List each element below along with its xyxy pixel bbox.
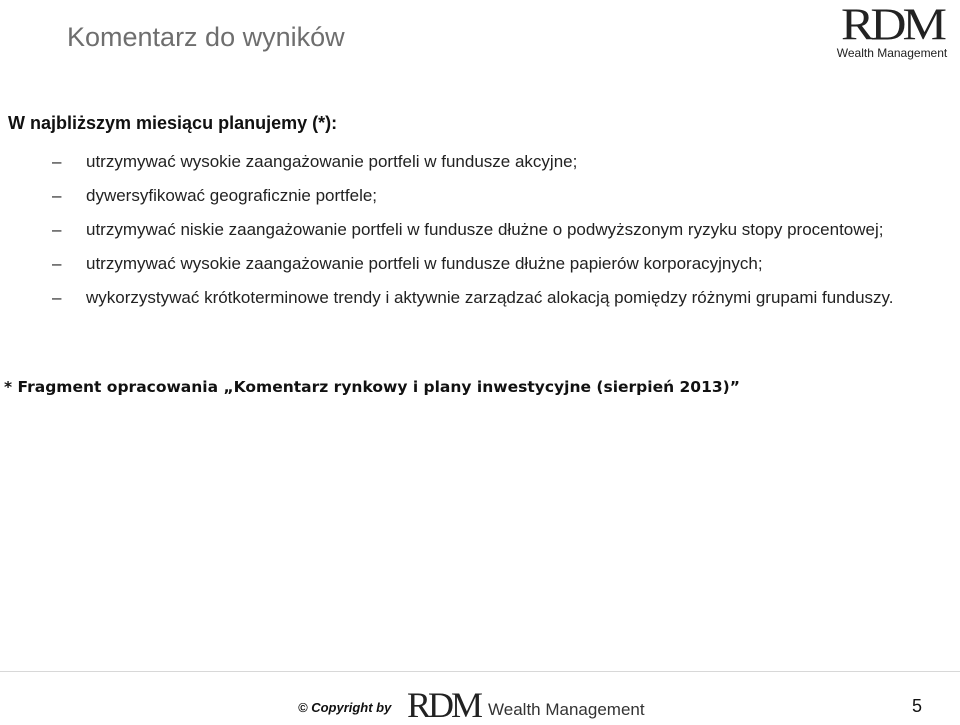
plan-list xyxy=(0,146,960,316)
footer-logo-subtitle: Wealth Management xyxy=(488,700,645,719)
list-item xyxy=(0,282,960,313)
footer-divider xyxy=(0,671,960,672)
rdm-logo xyxy=(832,2,952,62)
dash-bullet-icon: – xyxy=(52,288,62,307)
dash-bullet-icon: – xyxy=(52,186,62,205)
copyright-text: © Copyright by xyxy=(298,700,392,715)
slide-title: Komentarz do wyników xyxy=(67,22,345,52)
logo-subtitle: Wealth Management xyxy=(836,46,948,60)
dash-bullet-icon: – xyxy=(52,220,62,239)
list-item-text: utrzymywać wysokie zaangażowanie portfeli w fundusze dłużne papierów korporacyjnych; xyxy=(86,254,763,273)
intro-heading: W najbliższym miesiącu planujemy (*): xyxy=(8,113,338,133)
page-number: 5 xyxy=(911,696,922,716)
footer-logo-mark: RDM xyxy=(407,685,481,725)
source-footnote: * Fragment opracowania „Komentarz rynkowy i plany inwestycyjne (sierpień 2013)” xyxy=(4,378,740,396)
list-item xyxy=(0,146,960,177)
dash-bullet-icon: – xyxy=(52,152,62,171)
list-item xyxy=(0,214,960,245)
list-item-text: wykorzystywać krótkoterminowe trendy i aktywnie zarządzać alokacją pomiędzy różnymi grupami funduszy. xyxy=(86,288,894,307)
footer xyxy=(0,682,960,725)
list-item xyxy=(0,180,960,211)
list-item-text: utrzymywać niskie zaangażowanie portfeli w fundusze dłużne o podwyższonym ryzyku stopy procentowej; xyxy=(86,220,884,239)
footer-logo xyxy=(407,682,645,725)
logo-mark: RDM xyxy=(841,0,943,50)
list-item-text: dywersyfikować geograficznie portfele; xyxy=(86,186,378,205)
list-item-text: utrzymywać wysokie zaangażowanie portfeli w fundusze akcyjne; xyxy=(86,152,578,171)
dash-bullet-icon: – xyxy=(52,254,62,273)
list-item xyxy=(0,248,960,279)
